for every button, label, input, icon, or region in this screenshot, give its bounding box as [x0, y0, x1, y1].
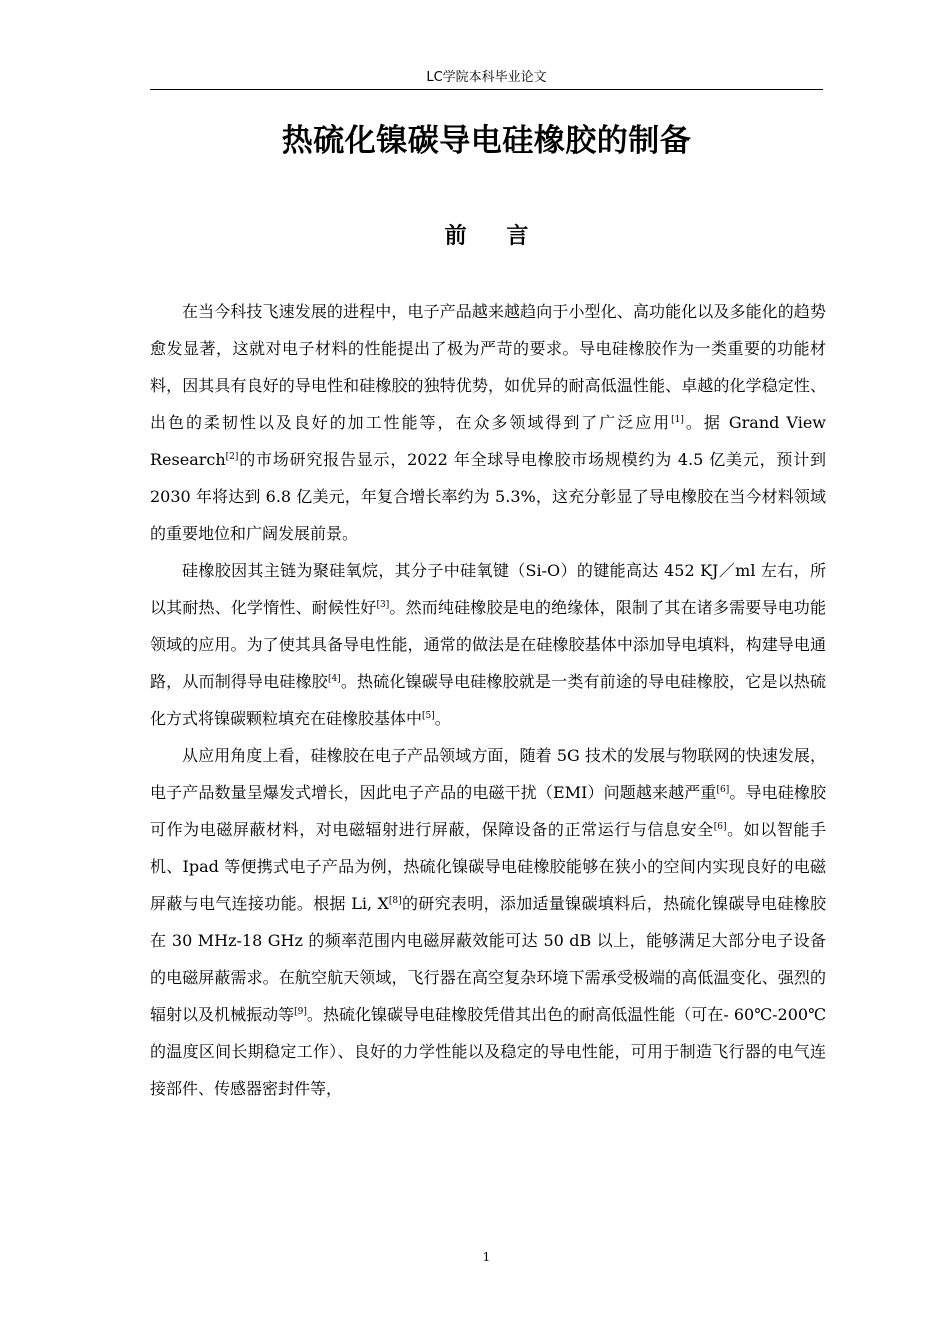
text-run: 的市场研究报告显示，2022 年全球导电橡胶市场规模约为 4.5 亿美元，预计到 2030 年将达到 6.8 亿美元，年复合增长率约为 5.3%，这充分彰显了导电橡胶在当今材料领域的重要地位和广阔发展前景。 — [150, 450, 826, 543]
document-title: 热硫化镍碳导电硅橡胶的制备 — [281, 123, 692, 159]
citation: [6] — [713, 822, 727, 832]
paragraph-1 — [150, 293, 826, 552]
page-number: 1 — [482, 1250, 491, 1264]
text-run: 。据 Grand View Research — [150, 413, 826, 469]
citation: [5] — [422, 711, 435, 721]
running-header: LC学院本科毕业论文 — [150, 66, 823, 90]
text-run: 从应用角度上看，硅橡胶在电子产品领域方面，随着 5G 技术的发展与物联网的快速发展，电子产品数量呈爆发式增长，因此电子产品的电磁干扰（EMI）问题越来越严重 — [150, 746, 826, 802]
citation: [1] — [671, 415, 684, 425]
text-run: 。导电硅橡胶可作为电磁屏蔽材料，对电磁辐射进行屏蔽，保障设备的正常运行与信息安全 — [150, 783, 826, 839]
text-run: 在当今科技飞速发展的进程中，电子产品越来越趋向于小型化、高功能化以及多能化的趋势愈发显著，这就对电子材料的性能提出了极为严苛的要求。导电硅橡胶作为一类重要的功能材料，因其具有良好的导电性和硅橡胶的独特优势，如优异的耐高低温性能、卓越的化学稳定性、出色的柔韧性以及良好的加工性能等，在众多领域得到了广泛应用 — [150, 302, 826, 432]
section-heading: 前 言 — [444, 224, 545, 249]
citation: [8] — [388, 896, 402, 906]
body-text — [150, 293, 826, 1107]
citation: [9] — [294, 1007, 307, 1017]
text-run: 。热硫化镍碳导电硅橡胶就是一类有前途的导电硅橡胶，它是以热硫化方式将镍碳颗粒填充在硅橡胶基体中 — [150, 672, 826, 728]
citation: [3] — [376, 600, 390, 610]
paragraph-3 — [150, 737, 826, 1107]
text-run: 。 — [434, 709, 451, 728]
paragraph-2 — [150, 552, 826, 737]
citation: [4] — [327, 674, 341, 684]
text-run: 的研究表明，添加适量镍碳填料后，热硫化镍碳导电硅橡胶在 30 MHz-18 GHz 的频率范围内电磁屏蔽效能可达 50 dB 以上，能够满足大部分电子设备的电磁屏蔽需求。在航空航天领域，飞行器在高空复杂环境下需承受极端的高低温变化、强烈的辐射以及机械振动等 — [150, 894, 826, 1024]
text-run: 。然而纯硅橡胶是电的绝缘体，限制了其在诸多需要导电功能领域的应用。为了使其具备导电性能，通常的做法是在硅橡胶基体中添加导电填料，构建导电通路，从而制得导电硅橡胶 — [150, 598, 826, 691]
citation: [6] — [716, 785, 730, 795]
text-run: 。如以智能手机、Ipad 等便携式电子产品为例，热硫化镍碳导电硅橡胶能够在狭小的空间内实现良好的电磁屏蔽与电气连接功能。根据 Li, X — [150, 820, 826, 913]
text-run: 硅橡胶因其主链为聚硅氧烷，其分子中硅氧键（Si-O）的键能高达 452 KJ／ml 左右，所以其耐热、化学惰性、耐候性好 — [150, 561, 826, 617]
text-run: 。热硫化镍碳导电硅橡胶凭借其出色的耐高低温性能（可在- 60℃-200℃的温度区间长期稳定工作）、良好的力学性能以及稳定的导电性能，可用于制造飞行器的电气连接部件、传感器密封件等， — [150, 1005, 826, 1098]
citation: [2] — [225, 452, 239, 462]
